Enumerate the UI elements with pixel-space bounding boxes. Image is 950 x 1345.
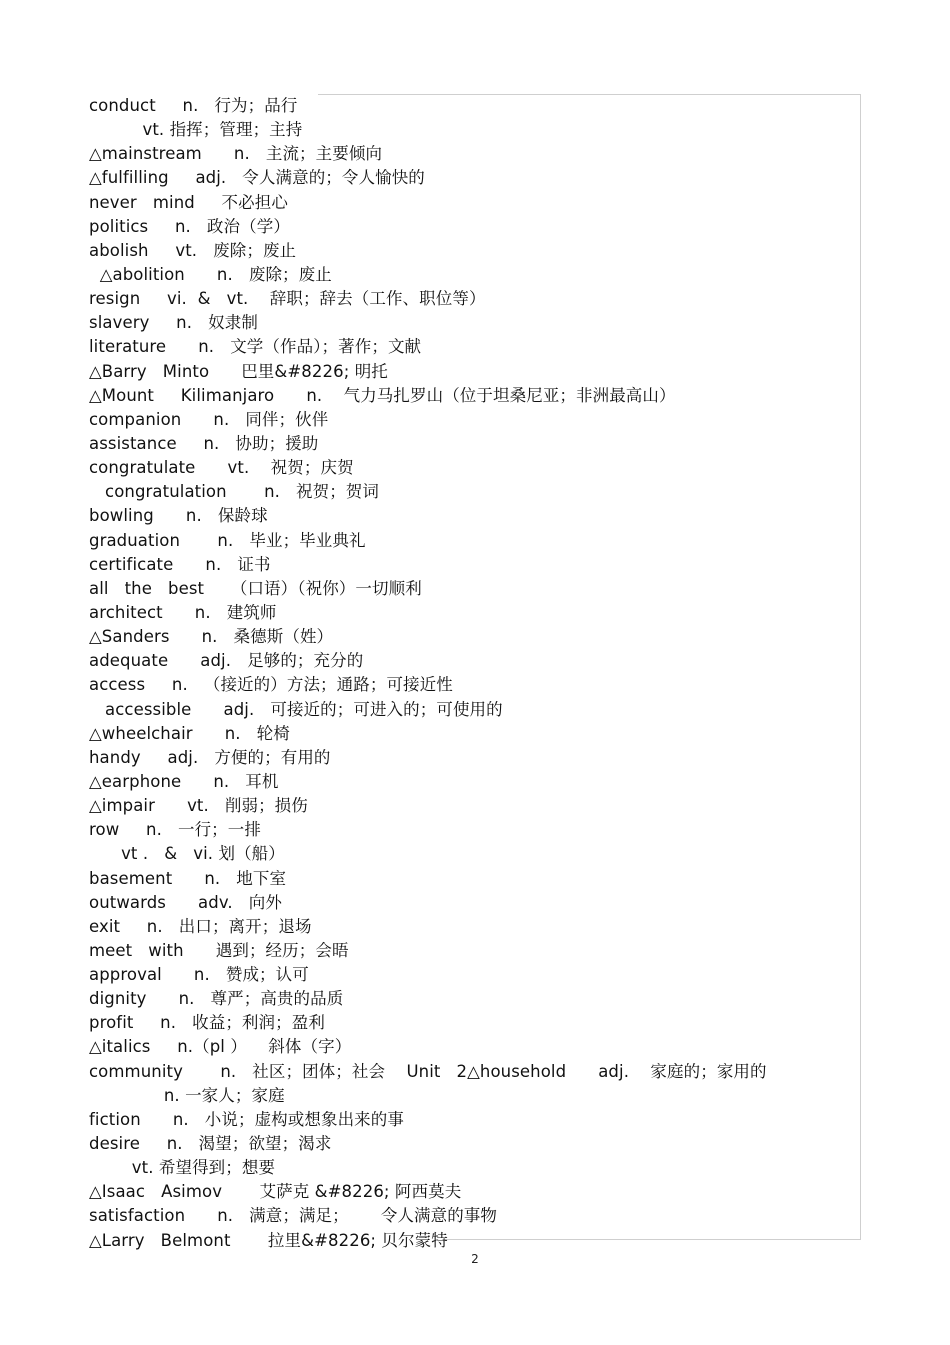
vocab-line: accessible adj. 可接近的；可进入的；可使用的 <box>89 699 503 719</box>
vocab-line: handy adj. 方便的；有用的 <box>89 747 331 767</box>
vocab-line: assistance n. 协助；援助 <box>89 433 319 453</box>
vocab-line: dignity n. 尊严；高贵的品质 <box>89 989 344 1009</box>
vocab-line: △Isaac Asimov 艾萨克 &#8226; 阿西莫夫 <box>89 1182 462 1202</box>
vocab-line: resign vi. & vt. 辞职；辞去（工作、职位等） <box>89 289 486 309</box>
vocab-line: △abolition n. 废除；废止 <box>89 264 332 284</box>
vocab-line: community n. 社区；团体；社会 Unit 2△household adj. 家庭的；家用的 <box>89 1061 767 1081</box>
vocab-line: graduation n. 毕业；毕业典礼 <box>89 530 366 550</box>
vocab-line: △wheelchair n. 轮椅 <box>89 723 290 743</box>
vocab-line: companion n. 同伴；伙伴 <box>89 409 329 429</box>
vocab-line: △Sanders n. 桑德斯（姓） <box>89 627 334 647</box>
vocab-line: adequate adj. 足够的；充分的 <box>89 651 364 671</box>
vocab-line: congratulate vt. 祝贺；庆贺 <box>89 458 354 478</box>
vocab-line: certificate n. 证书 <box>89 554 271 574</box>
vocab-line: all the best （口语）（祝你）一切顺利 <box>89 578 422 598</box>
vocab-line: desire n. 渴望；欲望；渴求 <box>89 1134 332 1154</box>
vocab-line: row n. 一行；一排 <box>89 820 261 840</box>
vocab-line: slavery n. 奴隶制 <box>89 313 258 333</box>
vocab-line: fiction n. 小说；虚构或想象出来的事 <box>89 1109 404 1129</box>
vocab-line: approval n. 赞成；认可 <box>89 965 309 985</box>
vocab-line: △earphone n. 耳机 <box>89 771 279 791</box>
vocab-line: △italics n.（pl ） 斜体（字） <box>89 1037 352 1057</box>
vocab-line: basement n. 地下室 <box>89 868 287 888</box>
vocab-line: politics n. 政治（学） <box>89 216 290 236</box>
vocab-line: △Larry Belmont 拉里&#8226; 贝尔蒙特 <box>89 1230 448 1250</box>
vocab-line: △Barry Minto 巴里&#8226; 明托 <box>89 361 388 381</box>
vocab-line: vt. 希望得到；想要 <box>89 1158 276 1178</box>
vocab-line: congratulation n. 祝贺；贺词 <box>89 482 380 502</box>
vocab-line: literature n. 文学（作品）；著作；文献 <box>89 337 422 357</box>
vocab-line: abolish vt. 废除；废止 <box>89 240 297 260</box>
vocab-line: never mind 不必担心 <box>89 192 288 212</box>
vocab-line: △impair vt. 削弱；损伤 <box>89 796 308 816</box>
vocab-line: n. 一家人；家庭 <box>89 1085 285 1105</box>
vocab-line: bowling n. 保龄球 <box>89 506 268 526</box>
vocab-line: vt . & vi. 划（船） <box>89 844 285 864</box>
page-number: 2 <box>471 1252 479 1266</box>
vocab-line: △mainstream n. 主流；主要倾向 <box>89 144 383 164</box>
vocab-line: architect n. 建筑师 <box>89 602 277 622</box>
vocab-line: conduct n. 行为；品行 <box>89 96 298 115</box>
vocab-line: profit n. 收益；利润；盈利 <box>89 1013 325 1033</box>
vocab-line: meet with 遇到；经历；会晤 <box>89 940 349 960</box>
vocab-line: outwards adv. 向外 <box>89 892 283 912</box>
vocab-line: access n. （接近的）方法；通路；可接近性 <box>89 675 453 695</box>
vocab-line: vt. 指挥；管理；主持 <box>89 120 303 140</box>
vocab-line: exit n. 出口；离开；退场 <box>89 916 312 936</box>
vocabulary-list <box>89 94 869 1253</box>
vocab-line: satisfaction n. 满意；满足； 令人满意的事物 <box>89 1206 498 1226</box>
vocab-line: △Mount Kilimanjaro n. 气力马扎罗山（位于坦桑尼亚；非洲最高山） <box>89 385 676 405</box>
vocab-line: △fulfilling adj. 令人满意的；令人愉快的 <box>89 168 425 188</box>
